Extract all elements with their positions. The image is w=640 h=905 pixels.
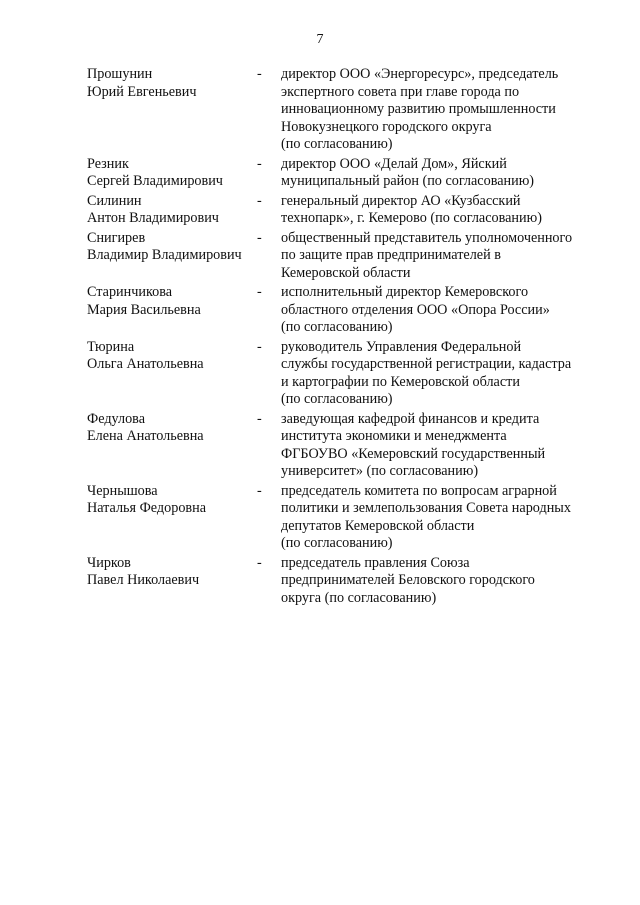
position-line: инновационному развитию промышленности <box>281 101 556 117</box>
member-entry <box>87 66 607 154</box>
position-line: областного отделения ООО «Опора России» <box>281 301 550 318</box>
dash-separator: - <box>257 410 262 427</box>
member-name <box>87 411 257 481</box>
member-name <box>87 193 257 228</box>
page-number: 7 <box>316 32 324 47</box>
position-line: председатель комитета по вопросам аграрной <box>281 482 557 499</box>
member-position <box>281 411 599 481</box>
member-list <box>87 66 607 609</box>
member-position <box>281 339 599 409</box>
member-given-name: Павел Николаевич <box>87 572 200 588</box>
position-line: по защите прав предпринимателей в <box>281 247 501 263</box>
position-line: университет» (по согласованию) <box>281 463 479 479</box>
member-position <box>281 555 599 608</box>
dash-separator: - <box>257 338 262 355</box>
position-line: муниципальный район (по согласованию) <box>281 173 535 189</box>
position-line: (по согласованию) <box>281 391 393 407</box>
member-position <box>281 66 599 154</box>
member-entry <box>87 156 607 191</box>
member-entry <box>87 193 607 228</box>
member-surname: Федулова <box>87 410 145 427</box>
member-name <box>87 483 257 553</box>
member-surname: Чернышова <box>87 482 158 499</box>
position-line: руководитель Управления Федеральной <box>281 338 522 355</box>
member-given-name: Антон Владимирович <box>87 210 219 226</box>
member-position <box>281 193 599 228</box>
member-given-name: Мария Васильевна <box>87 301 201 318</box>
member-given-name: Владимир Владимирович <box>87 247 242 263</box>
dash-separator: - <box>257 284 262 300</box>
member-given-name: Ольга Анатольевна <box>87 356 204 372</box>
member-name <box>87 66 257 154</box>
dash-separator: - <box>257 66 262 82</box>
member-name <box>87 156 257 191</box>
position-line: председатель правления Союза <box>281 554 470 571</box>
member-surname: Прошунин <box>87 66 153 82</box>
member-surname: Чирков <box>87 554 131 571</box>
position-line: службы государственной регистрации, кадастра <box>281 356 572 372</box>
member-position <box>281 483 599 553</box>
member-surname: Старинчикова <box>87 284 173 300</box>
member-surname: Снигирев <box>87 229 146 246</box>
position-line: предпринимателей Беловского городского <box>281 572 535 588</box>
position-line: (по согласованию) <box>281 319 393 335</box>
position-line: директор ООО «Делай Дом», Яйский <box>281 155 507 172</box>
member-given-name: Елена Анатольевна <box>87 428 204 444</box>
member-entry <box>87 339 607 409</box>
dash-separator: - <box>257 192 262 209</box>
member-name <box>87 284 257 337</box>
member-surname: Тюрина <box>87 338 135 355</box>
position-line: общественный представитель уполномоченного <box>281 229 573 246</box>
position-line: директор ООО «Энергоресурс», председатель <box>281 66 559 82</box>
member-entry <box>87 284 607 337</box>
position-line: политики и землепользования Совета народных <box>281 500 571 516</box>
position-line: (по согласованию) <box>281 535 393 551</box>
member-position <box>281 156 599 191</box>
member-name <box>87 230 257 283</box>
position-line: исполнительный директор Кемеровского <box>281 284 529 300</box>
position-line: (по согласованию) <box>281 136 393 152</box>
position-line: генеральный директор АО «Кузбасский <box>281 192 521 209</box>
member-given-name: Сергей Владимирович <box>87 173 223 189</box>
member-name <box>87 339 257 409</box>
member-given-name: Наталья Федоровна <box>87 500 207 516</box>
member-surname: Резник <box>87 155 129 172</box>
position-line: Кемеровской области <box>281 264 411 281</box>
member-surname: Силинин <box>87 192 142 209</box>
position-line: Новокузнецкого городского округа <box>281 118 492 135</box>
position-line: технопарк», г. Кемерово (по согласованию) <box>281 210 542 226</box>
member-entry <box>87 555 607 608</box>
dash-separator: - <box>257 155 262 172</box>
member-given-name: Юрий Евгеньевич <box>87 83 197 100</box>
position-line: экспертного совета при главе города по <box>281 83 520 100</box>
position-line: депутатов Кемеровской области <box>281 517 475 534</box>
member-name <box>87 555 257 608</box>
position-line: заведующая кафедрой финансов и кредита <box>281 410 540 427</box>
member-entry <box>87 483 607 553</box>
member-entry <box>87 411 607 481</box>
dash-separator: - <box>257 229 262 246</box>
member-position <box>281 284 599 337</box>
dash-separator: - <box>257 554 262 571</box>
position-line: института экономики и менеджмента <box>281 428 507 444</box>
member-position <box>281 230 599 283</box>
position-line: и картографии по Кемеровской области <box>281 373 520 390</box>
position-line: округа (по согласованию) <box>281 589 437 606</box>
position-line: ФГБОУВО «Кемеровский государственный <box>281 445 546 462</box>
member-entry <box>87 230 607 283</box>
dash-separator: - <box>257 482 262 499</box>
